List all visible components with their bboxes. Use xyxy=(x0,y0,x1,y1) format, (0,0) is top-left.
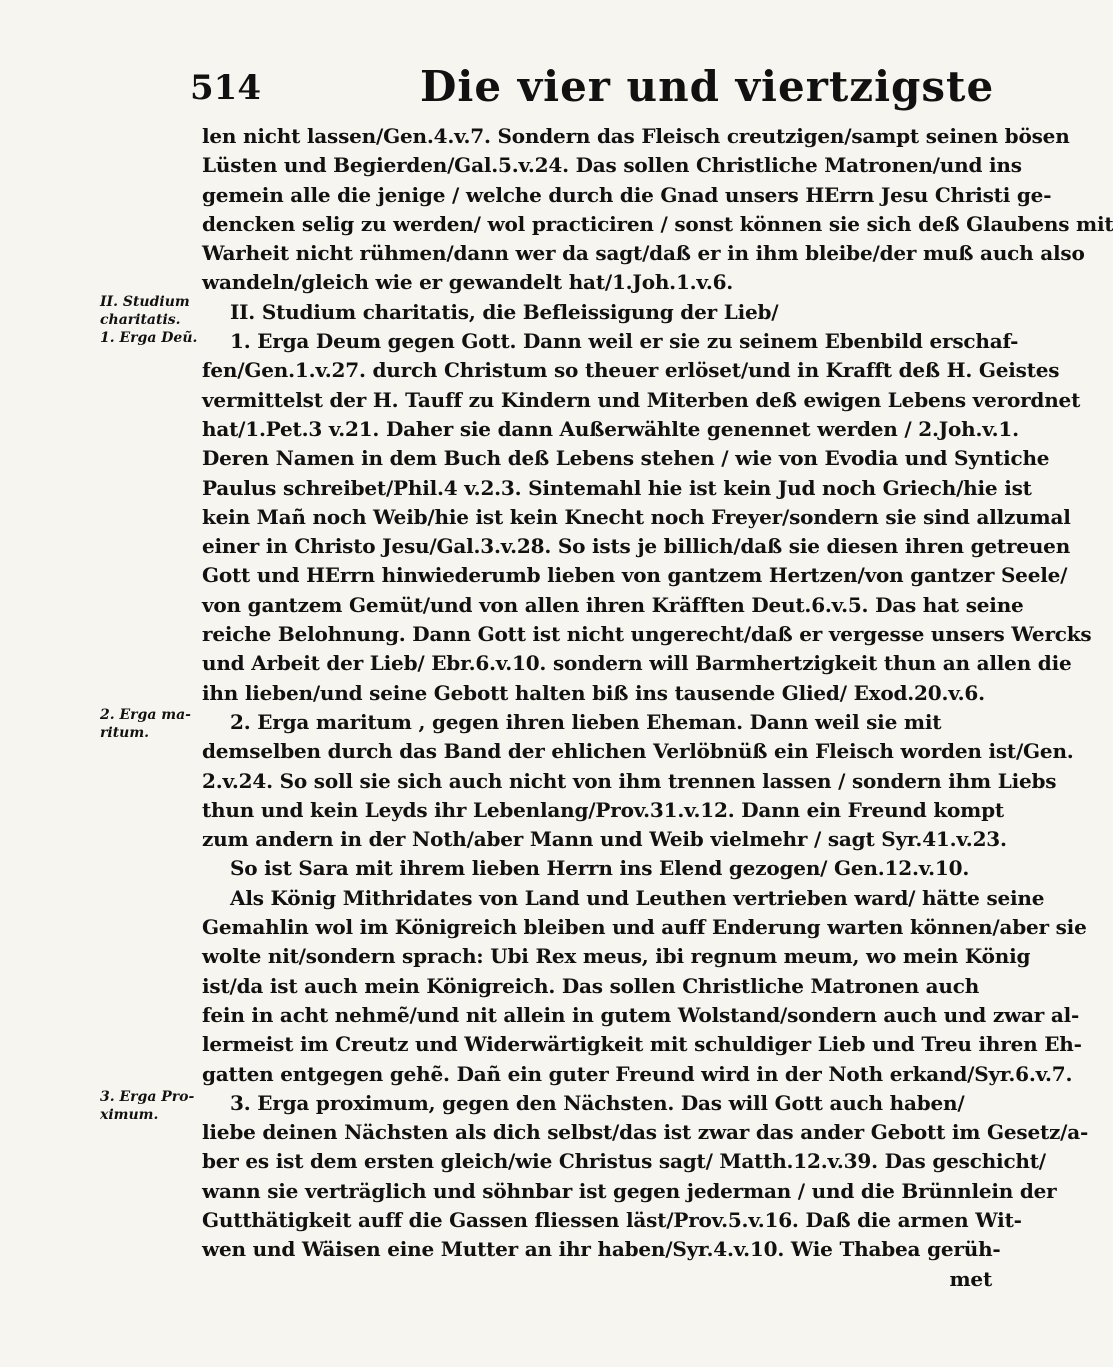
marginal-line: 1. Erga Deũ. xyxy=(100,330,198,346)
marginal-line: II. Studium xyxy=(100,294,190,310)
text-line: wolte nit/sondern sprach: Ubi Rex meus, ibi regnum meum, wo mein König xyxy=(202,944,1031,969)
text-line: vermittelst der H. Tauff zu Kindern und Miterben deß ewigen Lebens verordnet xyxy=(202,387,1081,412)
text-line: gatten entgegen gehẽ. Dañ ein guter Freund wird in der Noth erkand/Syr.6.v.7. xyxy=(202,1061,1073,1086)
text-line: Warheit nicht rühmen/dann wer da sagt/daß er in ihm bleibe/der muß auch also xyxy=(202,241,1085,266)
text-line: So ist Sara mit ihrem lieben Herrn ins Elend gezogen/ Gen.12.v.10. xyxy=(230,856,970,881)
text-line: hat/1.Pet.3 v.21. Daher sie dann Außerwählte genennet werden / 2.Joh.v.1. xyxy=(202,416,1019,441)
text-line: dencken selig zu werden/ wol practiciren / sonst können sie sich deß Glaubens mit xyxy=(202,211,1113,236)
marginal-line: ritum. xyxy=(100,725,150,741)
marginal-note-studium-charitatis xyxy=(100,293,205,347)
text-line: fen/Gen.1.v.27. durch Christum so theuer erlöset/und in Krafft deß H. Geistes xyxy=(202,358,1060,383)
text-line: 3. Erga proximum, gegen den Nächsten. Das will Gott auch haben/ xyxy=(230,1090,965,1115)
marginal-line: 3. Erga Pro- xyxy=(100,1089,195,1105)
text-line: len nicht lassen/Gen.4.v.7. Sondern das Fleisch creutzigen/sampt seinen bösen xyxy=(202,124,1070,148)
text-line: zum andern in der Noth/aber Mann und Weib vielmehr / sagt Syr.41.v.23. xyxy=(202,827,1007,852)
main-text-block xyxy=(202,122,1113,1294)
text-line: ist/da ist auch mein Königreich. Das sollen Christliche Matronen auch xyxy=(202,973,980,998)
text-line: demselben durch das Band der ehlichen Verlöbnüß ein Fleisch worden ist/Gen. xyxy=(202,739,1074,764)
text-line: einer in Christo Jesu/Gal.3.v.28. So ists je billich/daß sie diesen ihren getreuen xyxy=(202,534,1071,559)
text-line: wen und Wäisen eine Mutter an ihr haben/Syr.4.v.10. Wie Thabea gerüh- xyxy=(202,1237,1001,1262)
text-line: wandeln/gleich wie er gewandelt hat/1.Joh.1.v.6. xyxy=(202,270,734,295)
marginal-line: charitatis. xyxy=(100,312,181,328)
text-line: von gantzem Gemüt/und von allen ihren Kräfften Deut.6.v.5. Das hat seine xyxy=(202,592,1024,617)
text-line: ihn lieben/und seine Gebott halten biß ins tausende Glied/ Exod.20.v.6. xyxy=(202,680,985,705)
text-line: Als König Mithridates von Land und Leuthen vertrieben ward/ hätte seine xyxy=(230,885,1045,910)
text-line: thun und kein Leyds ihr Lebenlang/Prov.31.v.12. Dann ein Freund kompt xyxy=(202,797,1004,822)
text-line: fein in acht nehmẽ/und nit allein in gutem Wolstand/sondern auch und zwar al- xyxy=(202,1002,1080,1027)
marginal-note-erga-proximum xyxy=(100,1088,205,1124)
text-line: kein Mañ noch Weib/hie ist kein Knecht noch Freyer/sondern sie sind allzumal xyxy=(202,504,1071,529)
text-line: wann sie verträglich und söhnbar ist gegen jederman / und die Brünnlein der xyxy=(202,1178,1057,1203)
marginal-note-erga-maritum xyxy=(100,706,205,742)
text-line: ber es ist dem ersten gleich/wie Christus sagt/ Matth.12.v.39. Das geschicht/ xyxy=(202,1149,1046,1174)
text-line: 2.v.24. So soll sie sich auch nicht von ihm trennen lassen / sondern ihm Liebs xyxy=(202,768,1057,793)
text-line: liebe deinen Nächsten als dich selbst/das ist zwar das ander Gebott im Gesetz/a- xyxy=(202,1120,1089,1145)
text-line: Gemahlin wol im Königreich bleiben und auff Enderung warten können/aber sie xyxy=(202,915,1087,940)
text-line: und Arbeit der Lieb/ Ebr.6.v.10. sondern will Barmhertzigkeit thun an allen die xyxy=(202,651,1072,676)
text-line: Paulus schreibet/Phil.4 v.2.3. Sintemahl hie ist kein Jud noch Griech/hie ist xyxy=(202,475,1032,500)
text-line: Gott und HErrn hinwiederumb lieben von gantzem Hertzen/von gantzer Seele/ xyxy=(202,563,1068,588)
text-line: Lüsten und Begierden/Gal.5.v.24. Das sollen Christliche Matronen/und ins xyxy=(202,153,1022,178)
text-line: lermeist im Creutz und Widerwärtigkeit mit schuldiger Lieb und Treu ihren Eh- xyxy=(202,1032,1082,1057)
catchword: met xyxy=(949,1266,992,1291)
text-line: gemein alle die jenige / welche durch die Gnad unsers HErrn Jesu Christi ge- xyxy=(202,182,1052,207)
running-title: Die vier und viertzigste xyxy=(420,62,995,111)
text-line: 1. Erga Deum gegen Gott. Dann weil er sie zu seinem Ebenbild erschaf- xyxy=(230,329,1019,354)
text-line: Deren Namen in dem Buch deß Lebens stehen / wie von Evodia und Syntiche xyxy=(202,446,1050,471)
section-heading-line: II. Studium charitatis, die Befleissigung der Lieb/ xyxy=(230,299,779,324)
text-line: reiche Belohnung. Dann Gott ist nicht ungerecht/daß er vergesse unsers Wercks xyxy=(202,622,1092,647)
text-line: Gutthätigkeit auff die Gassen fliessen läst/Prov.5.v.16. Daß die armen Wit- xyxy=(202,1207,1022,1232)
page-header xyxy=(190,60,1000,116)
text-line: 2. Erga maritum , gegen ihren lieben Eheman. Dann weil sie mit xyxy=(230,709,942,734)
marginal-line: ximum. xyxy=(100,1107,159,1123)
marginal-line: 2. Erga ma- xyxy=(100,707,191,723)
page-number: 514 xyxy=(190,68,261,108)
